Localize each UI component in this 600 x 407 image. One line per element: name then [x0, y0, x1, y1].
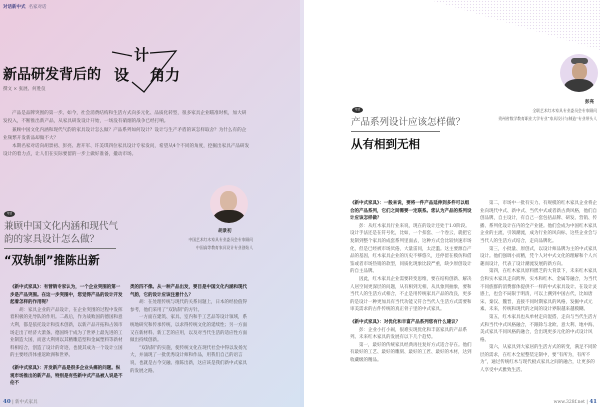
subtitle: “双轨制”推陈出新 [4, 253, 100, 267]
body-column-2: 第二，市场中一批有实力、有规模的红木家具企业将企业向现代中式、新中式、当代中式或者新古典风格，他们自创品牌，自主设计，有自己一套包括品牌、研发、营销、传播、系列化设计在内的全产业链。他们会成为中国红木家具企业的主流，引领潮流，成为行业的风向标，这些企业会与当代人的生活方式结合，走向品牌化。 第三，小批量、原创式，以设计师品牌为主的中式家具设计。他们强调小而精，凭个人对中式文化的理解和个人兴趣而设计，代表了设计潮流发展的新方向。 第四，在红木家具原料匮乏的大背景下，未来红木家具会和实木家具走向跨界，实木和红木、金属等融合，为当代不同族群的消费群体提供不一样的中式家具设计。在设计灵感上，也会不局限于明清，可以上溯到中国古代，比如唐宋、秦汉、魏晋，直接不同时期家具的风格，发掘中式元素。未来，传统和现代的之间的设计界限越来越模糊。 第五，红木家具也从单材走向混搭，走向与当代生活方式和当代中式风格融合，不跟除与北欧、意大利、地中海、美式家具不同风格的融合，会出现更多元化的中式设计风格。 第六，从家具到大家居的生活方式的转变，满足不同阶层的需求，在红木全屋整装定制中，要“有所为，有所不为”，通过传统红木与现代板式家具之间的融合，让更多的人享受中式雅致生活。 [480, 201, 597, 374]
dot-pattern [430, 0, 600, 50]
body-column-1: 《新中式家具》：一般来说，要将一件产品延伸到多件可以组合的产品系列，它们之间需要一定联系。您认为产品的系列设计应该怎样做？ 彭：从红木家具行业来说，现在的设计还处于1.0阶段。设计手法还是在符号化，比如，一个扣套、一个卷云，就把它复制到整个家具的成套系列里面去，这种方式会比较快速市场化，但是已经被市场厌倦，大量雷同，太泛滥。这主要源自产品的基因，红木家具企业的历史不够悠久，还停留在模仿和借鉴或者市场热销的款型，同质化现象比较严重，缺少原创设计的自主品牌。 因此，红木家具企业需要转变思维，要在结构创新、解决人居空间更深层的问题，从有相到无相，从具象到抽象，要和当代人的生活方式相合，不止是用传统家具产品的改良，更多的是设计一种更加具有当代功能又符合当代人生活方式需要和审美需求的古件传统的真正骨子里的中式家具。 《新中式家具》：对优化和丰富产品系列您有什么建议？ 彭：企业小打小闹，很难实现优化和丰富家具的产品系列。未来红木家具的发展有以下几个趋势。 第一，最好的传统家具经典再往复好方式适合存在。他们有最好的工艺、最好的雕刻、最好的工匠、最好的木材，达到收藏级的精品。 [350, 201, 472, 363]
intro: 产品是品牌突围的第一步。如今，社会消费结构和生活方式向多元化、品质化转型，很多家具企业瞄准时机，加大研发投入，不断推出新产品，从家具研发设计开始，一场没有硝烟的战争已经打响。 兼顾中国文化内涵和现代气韵的家具设计怎么做？产品系列如何设计？设计与生产矛盾的该怎样取舍？为什么有的企业频繁开发新品却做不大？ 本期名家对话向胡景初、彭亮、唐开军、许美琪四位家具设计专家发问，希望从4个不同的角度，挖掘出家具产品研发设计的着力点，让人们在实际要留的一步上做好准备，撬动市场。 [3, 111, 250, 158]
article-title: 新品研发背后的 [3, 67, 101, 83]
right-page [300, 0, 600, 407]
expert-desc: 全联艺术红木家具专业委员会专家顾问 贵州省数学教育职业大学专业“家具设计与制造”专业带头人 [498, 108, 597, 121]
deco-char-jueli: 角力 [150, 66, 181, 84]
divider [351, 131, 440, 132]
dialogue-badge: 对话 [4, 211, 15, 217]
body-column-2: 类的四不像。从一种产品出发，要目是中国文化内涵和现代气韵，它的设计应该注意什么？ 胡：在处理传统与现代的关系问题上，日本的经验值得参考，他们采用了“双轨制”的方针。 一方面在建筑、家具、室内和手工艺品等设计领域，系统地研究和传承传统，以求得传统文化的延续性；另一方面又在新材料、新工艺的应用，以及对当代生活的适应性方面做出持续创新。 “双轨制”的实施，使传统文化在现代社会中得以发扬光大，并涌现了一批优秀设计师和作品，用我们自己的语言说，也就是古今交融、推陈出新，这应该是我们新中式家具的发展之路。 [130, 285, 248, 374]
subtitle: 从有相到无相 [351, 137, 420, 151]
body-column-1: 《新中式家具》：有营销专家认为，一个企业突围的第一步是产品突围。在这一步突围中，您觉得产品的设计开发起着怎样的作用呢？ 胡：家具企业的产品设计，在企业突围的过程中发挥着积极的先导队的作用。二战后，作为战败国的德国和意大利，都是依托设计和技术创新，以新产品开拓和占领市场走出了经济大萧条。德国终于成为了世界上最先进的工业制造大国，而意大利则以其精雕造型和金属塑料等新材料相结合，创造了设计的奇迹，也使其成为一个设计立国的主要经济体重返欧洲和世界。 《新中式家具》：开发新产品是很多企业头痛的问题。纵观市场推出的新产品，特别是有些新中式产品被人说是不伦不 [10, 285, 123, 387]
deco-char-ji: 计 [134, 46, 150, 64]
page-footer: 40 | 新中式家具 [3, 399, 38, 405]
expert-avatar [560, 54, 598, 92]
page-footer: www.328f.net | 41 [553, 399, 597, 405]
dialogue-badge: 对话 [352, 107, 363, 113]
expert-name: 胡景初 [218, 229, 232, 234]
expert-name: 彭亮 [585, 100, 594, 105]
expert-avatar [210, 185, 248, 223]
question-heading: 产品系列设计应该怎样做？ [351, 117, 466, 128]
question-heading: 兼顾中国文化内涵和现代气韵的家具设计怎么做？ [4, 221, 119, 245]
byline: 撰文 × 张展、何胜仪 [3, 87, 46, 92]
title-decoration [110, 44, 180, 94]
expert-desc: 中国艺术红木家具专业委员会专家顾问 中国高等教育家具设计专业创始人 [188, 237, 253, 250]
divider [4, 248, 116, 249]
deco-char-she: 设 [114, 66, 130, 84]
section-header: 对话新中式 名家对话 [3, 5, 47, 10]
